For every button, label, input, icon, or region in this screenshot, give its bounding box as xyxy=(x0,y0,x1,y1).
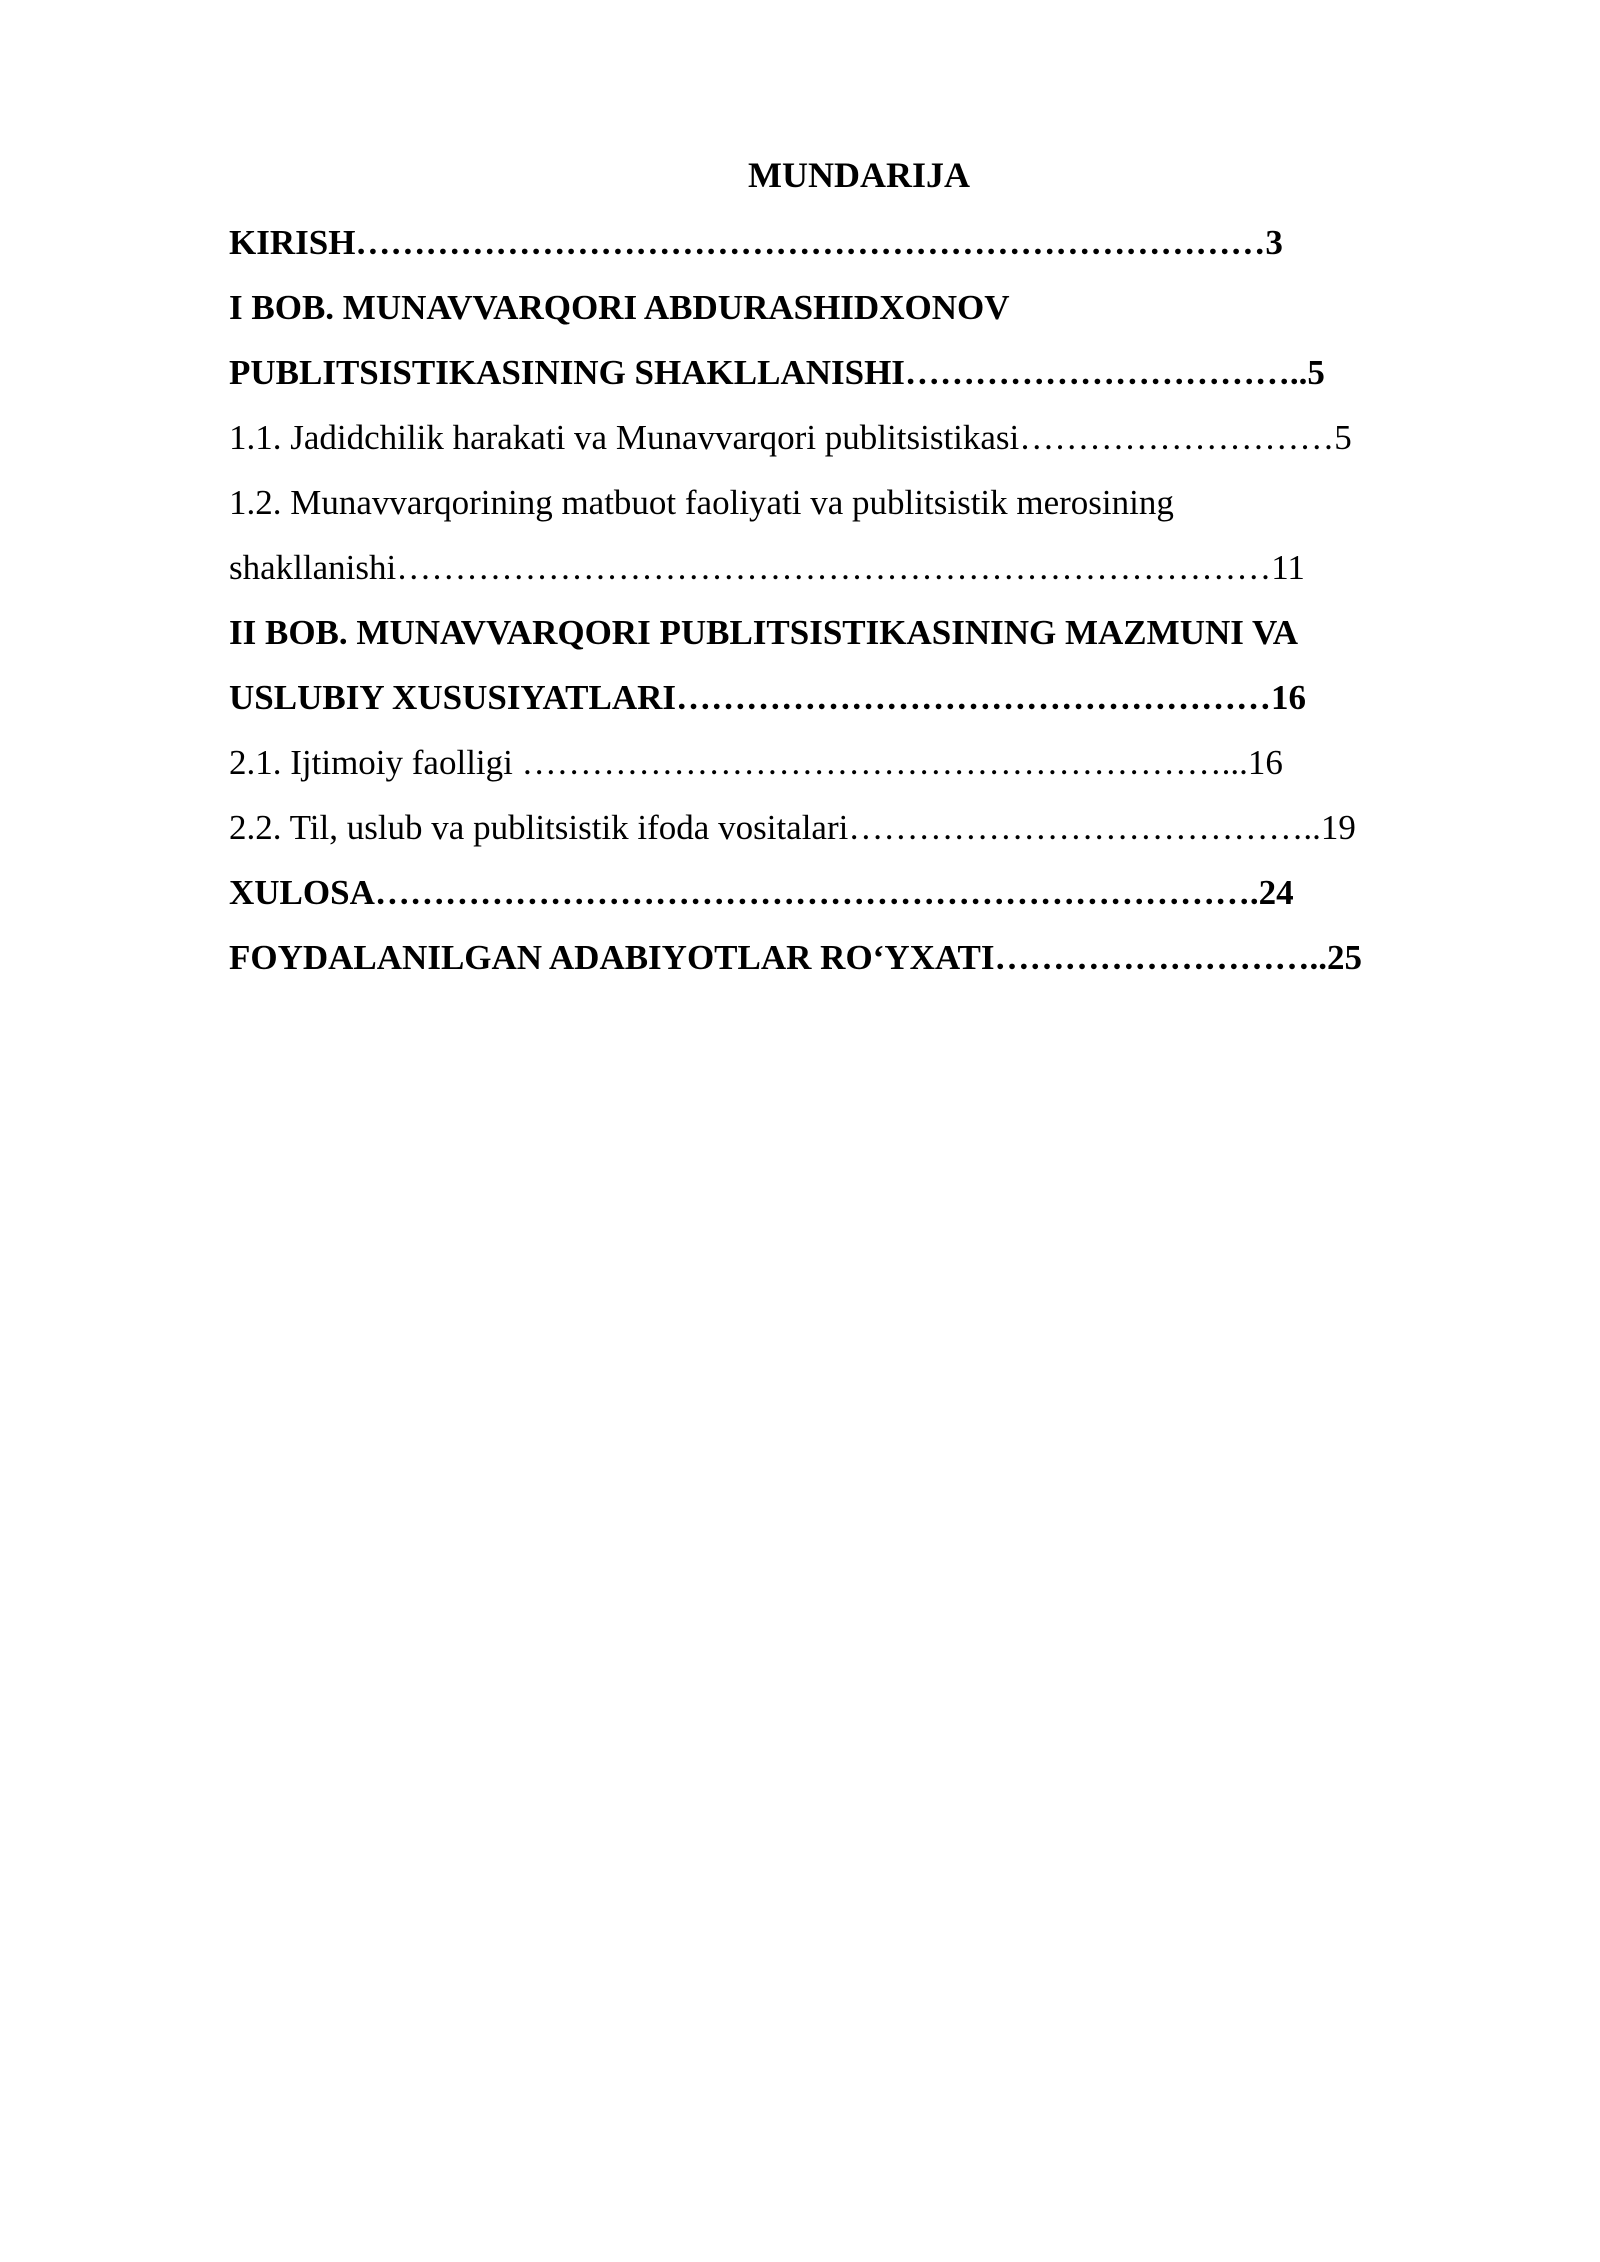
toc-entry-chapter-2-title-line-2: USLUBIY XUSUSIYATLARI……………………………………………16 xyxy=(229,678,1307,717)
toc-entry-chapter-2-title-line-1: II BOB. MUNAVVARQORI PUBLITSISTIKASINING MAZMUNI VA xyxy=(229,613,1299,652)
toc-entry-section-1-2-line-1: 1.2. Munavvarqorining matbuot faoliyati va publitsistik merosining xyxy=(229,483,1174,522)
toc-entry-section-2-2: 2.2. Til, uslub va publitsistik ifoda vositalari…………………………………..19 xyxy=(229,808,1356,847)
toc-entry-xulosa: XULOSA………………………………………………………………….24 xyxy=(229,873,1294,912)
toc-entry-section-1-1: 1.1. Jadidchilik harakati va Munavvarqori publitsistikasi………………………5 xyxy=(229,418,1352,457)
toc-entry-section-2-1: 2.1. Ijtimoiy faolligi ……………………………………………………...16 xyxy=(229,743,1283,782)
toc-heading: MUNDARIJA xyxy=(748,155,970,195)
toc-entry-references: FOYDALANILGAN ADABIYOTLAR RO‘YXATI………………………..25 xyxy=(229,938,1363,977)
toc-entry-chapter-1-title-line-1: I BOB. MUNAVVARQORI ABDURASHIDXONOV xyxy=(229,288,1010,327)
toc-entry-kirish: KIRISH……………………………………………………………………3 xyxy=(229,223,1283,262)
toc-entry-section-1-2-line-2: shakllanishi…………………………………………………………………11 xyxy=(229,548,1305,587)
toc-entry-chapter-1-title-line-2: PUBLITSISTIKASINING SHAKLLANISHI……………………………..5 xyxy=(229,353,1325,392)
